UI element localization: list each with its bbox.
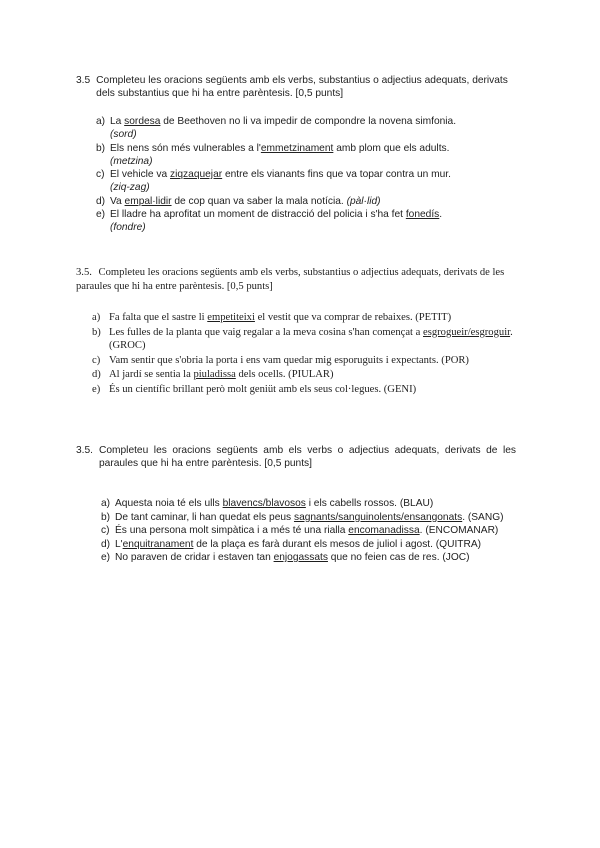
sentence-end: entre els vianants fins que va topar contra un mur. bbox=[222, 169, 451, 180]
list-item bbox=[96, 195, 516, 208]
sentence-start: És un científic brillant però molt geniüt amb els seus col·legues. (GENI) bbox=[109, 383, 417, 395]
item-text bbox=[109, 326, 516, 353]
item-text bbox=[110, 168, 516, 194]
sentence-end: . (ENCOMANAR) bbox=[419, 525, 499, 536]
list-item bbox=[96, 142, 516, 168]
item-text bbox=[109, 383, 516, 397]
answer-word: sordesa bbox=[124, 116, 161, 127]
sentence-end: que no feien cas de res. (JOC) bbox=[327, 552, 470, 563]
sentence-start: Els nens són més vulnerables a l' bbox=[110, 142, 261, 154]
sentence-start: Les fulles de la planta que vaig regalar a la meva cosina s'han començat a bbox=[109, 326, 423, 338]
sentence-start: El vehicle va bbox=[110, 169, 171, 180]
instructions: Completeu les oracions següents amb els verbs, substantius o adjectius adequats, derivats de les paraules que hi ha entre parèntesis. [0,5 punts] bbox=[76, 267, 505, 292]
sentence-start: És una persona molt simpàtica i a més té una rialla bbox=[115, 525, 349, 536]
item-text bbox=[109, 368, 516, 382]
sentence-start: Fa falta que el sastre li bbox=[109, 312, 208, 323]
section-3-heading bbox=[76, 444, 516, 470]
hint-word: (metzina) bbox=[110, 155, 153, 167]
item-text bbox=[115, 524, 516, 537]
sentence-end: de la plaça es farà durant els mesos de juliol i agost. (QUITRA) bbox=[193, 538, 482, 550]
sentence-end: i els cabells rossos. (BLAU) bbox=[305, 498, 434, 509]
sentence-start: No paraven de cridar i estaven tan bbox=[115, 552, 274, 563]
item-label: c) bbox=[96, 169, 105, 180]
sentence-end: amb plom que els adults. bbox=[333, 142, 450, 154]
item-text bbox=[109, 354, 516, 368]
sentence-end: de Beethoven no li va impedir de compondre la novena simfonia. bbox=[160, 116, 457, 127]
section-1-heading bbox=[76, 74, 516, 100]
answer-word: empetiteixi bbox=[207, 312, 255, 323]
answer-word: sagnants/sanguinolents/ensangonats bbox=[293, 511, 463, 523]
answer-word: esgrogueir/esgroguir bbox=[423, 326, 511, 338]
sentence-end: de cop quan va saber la mala notícia. bbox=[171, 195, 344, 207]
answer-word: emmetzinament bbox=[260, 142, 334, 154]
section-number: 3.5. bbox=[76, 267, 92, 278]
item-label: c) bbox=[101, 525, 110, 536]
item-label: c) bbox=[92, 354, 101, 366]
answer-word: blavencs/blavosos bbox=[222, 498, 306, 509]
sentence-start: Va bbox=[110, 195, 125, 207]
hint-word: (ziq-zag) bbox=[110, 182, 150, 193]
item-label: d) bbox=[92, 369, 101, 380]
sentence-end: . (GROC) bbox=[109, 326, 513, 351]
answer-word: enjogassats bbox=[273, 552, 328, 563]
item-label: b) bbox=[101, 511, 111, 523]
item-label: a) bbox=[101, 498, 111, 509]
item-list bbox=[76, 497, 516, 564]
hint-word: (sord) bbox=[110, 129, 137, 140]
item-label: a) bbox=[92, 312, 101, 323]
answer-word: empal·lidir bbox=[124, 195, 172, 207]
sentence-start: El lladre ha aprofitat un moment de distracció del policia i s'ha fet bbox=[110, 209, 406, 220]
item-text bbox=[115, 497, 516, 510]
item-text bbox=[115, 511, 516, 524]
exercise-section-1 bbox=[76, 74, 516, 235]
item-label: b) bbox=[92, 326, 101, 338]
list-item bbox=[101, 538, 516, 551]
item-text bbox=[115, 551, 516, 564]
answer-word: fonedís bbox=[405, 209, 440, 220]
sentence-start: L' bbox=[115, 538, 123, 550]
sentence-start: La bbox=[110, 116, 125, 127]
exercise-section-3 bbox=[76, 444, 516, 565]
list-item bbox=[101, 524, 516, 537]
list-item bbox=[96, 168, 516, 194]
list-item bbox=[101, 551, 516, 564]
item-label: e) bbox=[96, 209, 106, 220]
item-label: e) bbox=[92, 383, 101, 395]
answer-word: piuladissa bbox=[193, 369, 236, 380]
list-item bbox=[96, 115, 516, 141]
item-text bbox=[109, 311, 516, 325]
section-number: 3.5 bbox=[76, 75, 91, 86]
sentence-start: Al jardí se sentia la bbox=[109, 369, 194, 380]
list-item bbox=[101, 511, 516, 524]
list-item bbox=[92, 311, 516, 325]
list-item bbox=[101, 497, 516, 510]
section-2-heading bbox=[76, 266, 516, 293]
item-label: d) bbox=[101, 538, 111, 550]
sentence-start: Aquesta noia té els ulls bbox=[115, 498, 223, 509]
item-text bbox=[110, 195, 516, 208]
list-item bbox=[92, 383, 516, 397]
list-item bbox=[92, 354, 516, 368]
item-list bbox=[76, 115, 516, 234]
list-item bbox=[96, 208, 516, 234]
sentence-end: . bbox=[439, 209, 443, 220]
item-label: d) bbox=[96, 195, 106, 207]
answer-word: encomanadissa bbox=[348, 525, 420, 536]
sentence-start: Vam sentir que s'obria la porta i ens vam quedar mig esporuguits i expectants. (POR) bbox=[109, 354, 469, 366]
sentence-start: De tant caminar, li han quedat els peus bbox=[115, 511, 294, 523]
item-label: b) bbox=[96, 142, 106, 154]
item-text bbox=[110, 208, 516, 234]
sentence-end: dels ocells. (PIULAR) bbox=[235, 369, 334, 380]
item-text bbox=[110, 142, 516, 168]
list-item bbox=[92, 368, 516, 382]
section-number: 3.5. bbox=[76, 445, 93, 456]
item-label: e) bbox=[101, 552, 111, 563]
list-item bbox=[92, 326, 516, 353]
sentence-end: el vestit que va comprar de rebaixes. (PETIT) bbox=[254, 312, 452, 323]
exercise-section-2 bbox=[76, 266, 516, 397]
sentence-end: . (SANG) bbox=[462, 511, 504, 523]
instructions: Completeu les oracions següents amb els verbs o adjectius adequats, derivats de les paraules que hi ha entre parèntesis. [0,5 punts] bbox=[99, 445, 516, 469]
answer-word: ziqzaquejar bbox=[170, 169, 223, 180]
instructions: Completeu les oracions següents amb els verbs, substantius o adjectius adequats, derivats dels substantius que hi ha entre parèntesis. [0,5 punts] bbox=[96, 75, 508, 99]
answer-word: enquitranament bbox=[122, 538, 194, 550]
item-label: a) bbox=[96, 116, 106, 127]
item-list bbox=[76, 311, 516, 396]
hint-word: (fondre) bbox=[110, 222, 146, 233]
item-text bbox=[110, 115, 516, 141]
item-text bbox=[115, 538, 516, 551]
hint-word: (pàl·lid) bbox=[346, 195, 381, 207]
